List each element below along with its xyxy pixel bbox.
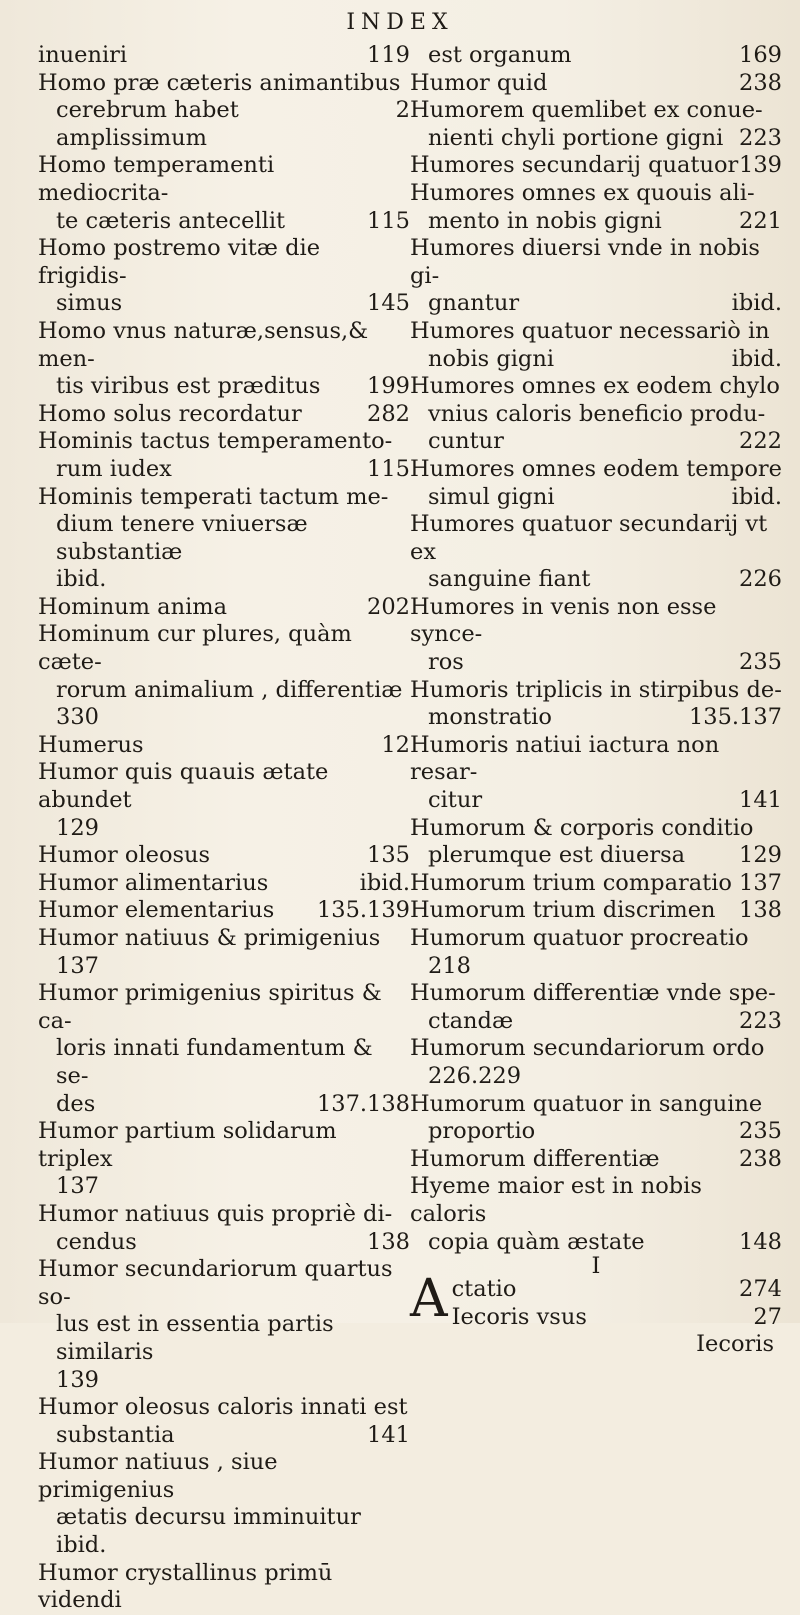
index-entry xyxy=(38,152,410,207)
entry-text: Hominis tactus temperamento- xyxy=(38,428,393,455)
entry-text: Humores quatuor secundarij vt ex xyxy=(410,511,768,565)
entry-text: Humorum secundariorum ordo xyxy=(410,1035,765,1062)
entry-page-ref: 199 xyxy=(367,373,410,400)
index-entry xyxy=(410,346,782,374)
entry-page-ref: 141 xyxy=(739,787,782,814)
entry-text: Humores quatuor necessariò in xyxy=(410,317,770,344)
entry-page-ref: 115 xyxy=(367,455,410,482)
index-entry xyxy=(410,290,782,318)
entry-page-ref: 148 xyxy=(739,1228,782,1255)
entry-text: Humor quid xyxy=(410,69,548,96)
entry-text: Humorum differentiæ vnde spe- xyxy=(410,980,776,1007)
entry-page-ref: 115 xyxy=(367,207,410,234)
entry-text: simus xyxy=(56,290,123,317)
entry-text: des xyxy=(56,1090,96,1117)
entry-text: Humorum trium comparatio xyxy=(410,869,732,896)
index-entry xyxy=(410,925,782,953)
index-entry xyxy=(38,1118,410,1173)
entry-text: Humor crystallinus primū videndi xyxy=(38,1559,333,1614)
index-entry xyxy=(410,897,782,925)
index-entry xyxy=(38,1367,410,1395)
page-header: INDEX xyxy=(346,10,454,35)
index-entry xyxy=(38,897,410,925)
entry-page-ref: 12 xyxy=(381,731,410,758)
index-entry xyxy=(38,1035,410,1090)
index-entry xyxy=(38,759,410,814)
index-entry xyxy=(38,42,410,70)
entry-text: Humorum & corporis conditio xyxy=(410,814,754,841)
index-entry xyxy=(410,732,782,787)
entry-text: Humores omnes eodem tempore xyxy=(410,455,782,482)
entry-page-ref: 119 xyxy=(367,42,410,68)
entry-page-ref: 2 xyxy=(395,97,410,124)
index-entry xyxy=(410,1008,782,1036)
index-entry xyxy=(38,732,410,760)
entry-page-ref: ibid. xyxy=(731,483,782,510)
entry-text: citur xyxy=(428,787,483,814)
index-entry xyxy=(38,677,410,705)
entry-page-ref: 129 xyxy=(739,842,782,869)
index-entry xyxy=(38,566,410,594)
index-entry xyxy=(38,1091,410,1119)
entry-text: ibid. xyxy=(56,566,107,593)
entry-text: 137 xyxy=(56,952,99,979)
entry-page-ref: 135.139 xyxy=(316,897,410,924)
index-entry xyxy=(410,125,782,153)
entry-text: Homo temperamenti mediocrita- xyxy=(38,152,275,206)
entry-page-ref: 145 xyxy=(367,290,410,317)
entry-text: Humor secundariorum quartus so- xyxy=(38,1256,393,1310)
index-entry xyxy=(410,1146,782,1174)
right-column xyxy=(410,42,782,1359)
entry-text: inueniri xyxy=(38,42,128,68)
right-column-entries xyxy=(410,42,782,1256)
entry-text: Humor oleosus xyxy=(38,842,211,869)
entry-text: Hyeme maior est in nobis caloris xyxy=(410,1173,702,1227)
index-entry xyxy=(410,456,782,484)
index-entry xyxy=(410,980,782,1008)
entry-text: 218 xyxy=(428,952,471,979)
index-entry xyxy=(410,373,782,401)
entry-text: loris innati fundamentum & se- xyxy=(56,1035,373,1089)
entry-text: Humor oleosus caloris innati est xyxy=(38,1394,408,1421)
entry-page-ref: 274 xyxy=(739,1276,782,1303)
entry-text: nobis gigni xyxy=(428,345,555,372)
entry-text: rorum animalium , differentiæ xyxy=(56,676,403,703)
entry-text: dium tenere vniuersæ substantiæ xyxy=(56,511,308,565)
entry-text: Humores secundarij quatuor xyxy=(410,152,739,179)
entry-page-ref: 139 xyxy=(739,152,782,179)
section-letter: I xyxy=(591,1253,601,1280)
index-entry xyxy=(38,925,410,953)
index-entry xyxy=(410,97,782,125)
entry-text: Humor natiuus , siue primigenius xyxy=(38,1449,278,1503)
index-entry xyxy=(38,484,410,512)
entry-text: mento in nobis gigni xyxy=(428,207,662,234)
entry-text: lus est in essentia partis similaris xyxy=(56,1311,334,1365)
entry-page-ref: 223 xyxy=(739,1007,782,1034)
entry-page-ref: 135 xyxy=(367,842,410,869)
index-entry xyxy=(410,70,782,98)
index-entry xyxy=(410,870,782,898)
entry-page-ref: 282 xyxy=(367,400,410,427)
section-i-block xyxy=(410,1269,782,1331)
index-entry xyxy=(410,1276,782,1304)
entry-text: Homo solus recordatur xyxy=(38,400,302,427)
entry-text: Humorum quatuor procreatio xyxy=(410,925,749,951)
entry-text: Humores omnes ex quouis ali- xyxy=(410,179,755,206)
entry-page-ref: 223 xyxy=(739,124,782,151)
index-entry xyxy=(38,373,410,401)
entry-page-ref: 138 xyxy=(739,897,782,924)
entry-page-ref: 226 xyxy=(739,566,782,593)
index-entry xyxy=(410,511,782,566)
index-entry xyxy=(410,787,782,815)
entry-text: est organum xyxy=(428,42,572,68)
entry-page-ref: 222 xyxy=(739,428,782,455)
index-entry xyxy=(38,1560,410,1615)
entry-text: Humor natiuus quis propriè di- xyxy=(38,1200,393,1227)
index-entry xyxy=(410,401,782,429)
index-entry xyxy=(38,1256,410,1311)
index-entry xyxy=(38,1504,410,1559)
entry-text: sanguine fiant xyxy=(428,566,591,593)
index-entry xyxy=(410,1063,782,1091)
index-entry xyxy=(410,1035,782,1063)
entry-text: Humoris triplicis in stirpibus de- xyxy=(410,676,782,703)
entry-text: ctatio xyxy=(451,1276,517,1303)
index-entry xyxy=(38,511,410,566)
index-entry xyxy=(410,484,782,512)
entry-text: Humor partium solidarum triplex xyxy=(38,1118,337,1172)
entry-text: Humor primigenius spiritus & ca- xyxy=(38,980,382,1034)
catchword: Iecoris xyxy=(696,1331,774,1358)
index-entry xyxy=(38,70,410,98)
entry-text: plerumque est diuersa xyxy=(428,842,686,869)
entry-page-ref: ibid. xyxy=(359,869,410,896)
entry-text: 129 xyxy=(56,814,99,841)
entry-text: substantia xyxy=(56,1421,175,1448)
entry-text: 139 xyxy=(56,1366,99,1393)
entry-text: Homo vnus naturæ,sensus,& men- xyxy=(38,317,369,372)
index-entry xyxy=(38,815,410,843)
entry-text: Humores diuersi vnde in nobis gi- xyxy=(410,235,760,289)
index-entry xyxy=(410,953,782,981)
entry-text: 226.229 xyxy=(428,1062,522,1089)
entry-text: Humor quis quauis ætate abundet xyxy=(38,759,329,814)
entry-page-ref: 169 xyxy=(739,42,782,68)
entry-text: 330 xyxy=(56,704,99,731)
index-entry xyxy=(410,152,782,180)
index-entry xyxy=(38,594,410,622)
index-entry xyxy=(410,180,782,208)
entry-text: 137 xyxy=(56,1173,99,1200)
index-entry xyxy=(410,704,782,732)
index-entry xyxy=(38,456,410,484)
entry-page-ref: 238 xyxy=(739,69,782,96)
index-entry xyxy=(38,842,410,870)
entry-text: Humerus xyxy=(38,731,144,758)
entry-text: cuntur xyxy=(428,428,504,455)
index-entry xyxy=(410,1229,782,1257)
index-entry xyxy=(38,97,410,152)
entry-text: Hominum anima xyxy=(38,593,228,620)
entry-text: simul gigni xyxy=(428,483,555,510)
entry-page-ref: 202 xyxy=(367,593,410,620)
index-entry xyxy=(38,428,410,456)
entry-text: Hominum cur plures, quàm cæte- xyxy=(38,621,352,676)
index-entry xyxy=(410,318,782,346)
entry-text: ros xyxy=(428,649,464,676)
entry-text: Humor elementarius xyxy=(38,897,275,924)
entry-text: cerebrum habet amplissimum xyxy=(56,97,239,151)
entry-text: Homo postremo vitæ die frigidis- xyxy=(38,235,321,289)
entry-text: ctandæ xyxy=(428,1007,514,1034)
entry-text: cendus xyxy=(56,1228,137,1255)
entry-page-ref: 221 xyxy=(739,207,782,234)
section-i-entries xyxy=(410,1269,782,1331)
entry-text: Humor alimentarius xyxy=(38,869,269,896)
index-entry xyxy=(38,1422,410,1450)
entry-text: gnantur xyxy=(428,290,520,317)
index-entry xyxy=(38,1201,410,1229)
index-entry xyxy=(38,621,410,676)
entry-text: proportio xyxy=(428,1118,536,1145)
index-entry xyxy=(38,870,410,898)
entry-page-ref: 135.137 xyxy=(688,704,782,731)
entry-text: Humorum differentiæ xyxy=(410,1145,660,1172)
index-entry xyxy=(38,1449,410,1504)
index-entry xyxy=(410,428,782,456)
entry-text: Humorum quatuor in sanguine xyxy=(410,1090,763,1117)
index-entry xyxy=(410,677,782,705)
entry-page-ref: 238 xyxy=(739,1145,782,1172)
index-entry xyxy=(38,1394,410,1422)
index-entry xyxy=(410,649,782,677)
entry-text: tis viribus est præditus xyxy=(56,373,321,400)
index-entry xyxy=(410,594,782,649)
entry-text: Hominis temperati tactum me- xyxy=(38,483,389,510)
entry-page-ref: 235 xyxy=(739,1118,782,1145)
index-entry xyxy=(38,1173,410,1201)
index-entry xyxy=(410,842,782,870)
entry-text: Homo præ cæteris animantibus xyxy=(38,69,401,96)
entry-text: Humorem quemlibet ex conue- xyxy=(410,97,763,124)
index-entry xyxy=(38,235,410,290)
index-entry xyxy=(38,980,410,1035)
entry-text: Humores omnes ex eodem chylo xyxy=(410,373,780,400)
entry-text: ætatis decursu imminuitur ibid. xyxy=(56,1504,361,1559)
entry-text: vnius caloris beneficio produ- xyxy=(428,400,766,427)
index-entry xyxy=(38,208,410,236)
index-entry xyxy=(410,566,782,594)
index-entry xyxy=(410,42,782,70)
entry-page-ref: ibid. xyxy=(731,345,782,372)
index-entry xyxy=(410,1091,782,1119)
entry-text: Humores in venis non esse synce- xyxy=(410,593,717,648)
index-entry xyxy=(38,953,410,981)
index-entry xyxy=(38,704,410,732)
entry-text: Humorum trium discrimen xyxy=(410,897,716,924)
entry-text: copia quàm æstate xyxy=(428,1228,645,1255)
index-entry xyxy=(410,1304,782,1332)
index-entry xyxy=(410,208,782,236)
entry-text: te cæteris antecellit xyxy=(56,207,286,234)
entry-text: Humoris natiui iactura non resar- xyxy=(410,731,720,786)
entry-page-ref: 235 xyxy=(739,649,782,676)
entry-page-ref: 137 xyxy=(739,869,782,896)
entry-page-ref: 141 xyxy=(367,1421,410,1448)
index-entry xyxy=(410,815,782,843)
entry-page-ref: ibid. xyxy=(731,290,782,317)
left-column xyxy=(38,42,410,1615)
entry-text: rum iudex xyxy=(56,455,172,482)
index-entry xyxy=(38,401,410,429)
entry-text: monstratio xyxy=(428,704,552,731)
entry-page-ref: 138 xyxy=(367,1228,410,1255)
entry-text: Iecoris vsus xyxy=(451,1303,587,1330)
entry-text: Humor natiuus & primigenius xyxy=(38,925,381,951)
index-entry xyxy=(410,1173,782,1228)
entry-text: nienti chyli portione gigni xyxy=(428,124,724,151)
drop-cap: A xyxy=(410,1269,448,1330)
index-entry xyxy=(410,235,782,290)
index-entry xyxy=(38,290,410,318)
entry-page-ref: 137.138 xyxy=(316,1090,410,1117)
entry-page-ref: 27 xyxy=(753,1303,782,1330)
index-entry xyxy=(38,318,410,373)
index-entry xyxy=(38,1229,410,1257)
index-entry xyxy=(410,1118,782,1146)
index-entry xyxy=(38,1311,410,1366)
